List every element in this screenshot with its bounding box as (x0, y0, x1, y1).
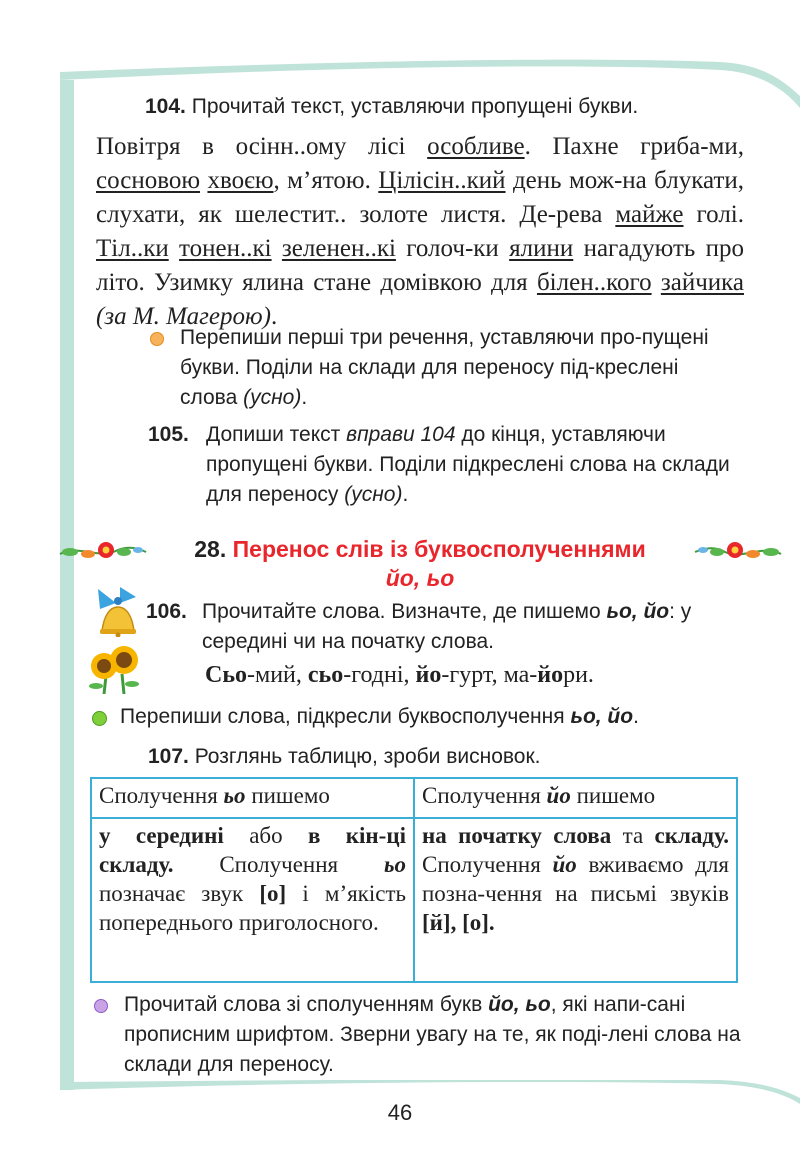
table-cell: на початку слова та складу. Сполучення йо вживаємо для позна-чення на письмі звуків [й], [о]. (414, 818, 737, 982)
underlined-word: особливе (427, 133, 525, 160)
underlined-word: білен..кого (536, 269, 652, 296)
exercise-104-text: Повітря в осінн..ому лісі особливе. Пахне гриба-ми, сосновою хвоєю, м’ятою. Цілісін..кий день мож-на блукати, слухати, як шелестит.. золоте листя. Де-рева майже голі. Тіл..ки тонен..кі зеленен..кі голоч-ки ялини нагадують про літо. Узимку ялина стане домівкою для білен..кого зайчика (за М. Магерою). (96, 133, 745, 330)
page-number: 46 (387, 1100, 413, 1125)
exercise-106: 106. Прочитайте слова. Визначте, де пишемо ьо, йо: у середині чи на початку слова. (146, 597, 746, 657)
word-4: ма-йори. (503, 662, 594, 688)
underlined-word: майже (615, 201, 684, 228)
table-header-row (91, 778, 737, 818)
table-row (91, 818, 737, 982)
exercise-number: 106. (146, 600, 187, 623)
floral-ornament-icon (58, 538, 148, 566)
underlined-word: сосновою (96, 167, 201, 194)
task-104: Перепиши перші три речення, уставляючи про-пущені букви. Поділи на склади для переносу під-креслені слова (усно). (150, 323, 740, 413)
final-task: Прочитай слова зі сполученням букв йо, ьо, які напи-сані прописним шрифтом. Зверни увагу на те, як поді-лені слова на склади для переносу. (94, 990, 748, 1080)
word-3: йо-гурт, (415, 662, 504, 688)
underlined-word: ялини (509, 235, 574, 262)
exercise-107: 107. Розглянь таблицю, зроби висновок. (148, 745, 541, 768)
underlined-word: Цілісін..кий (378, 167, 506, 194)
exercise-number: 104. (145, 95, 186, 118)
green-bullet-icon (92, 711, 107, 726)
sunflower-icon (86, 640, 142, 694)
exercise-105: 105. Допиши текст вправи 104 до кінця, уставляючи пропущені букви. Поділи підкреслені слова на склади для переносу (усно). (148, 420, 743, 510)
underlined-word: Тіл..ки (96, 235, 169, 262)
underlined-word: хвоєю (207, 167, 274, 194)
text-source: (за М. Магерою) (96, 303, 271, 330)
page-frame-left (60, 80, 74, 1090)
underlined-word: зайчика (660, 269, 745, 296)
exercise-number: 105. (148, 423, 189, 446)
purple-bullet-icon (94, 999, 108, 1013)
orange-bullet-icon (150, 332, 164, 346)
exercise-number: 107. (148, 745, 189, 768)
table-header-cell: Сполучення ьо пишемо (91, 778, 414, 818)
underlined-word: зеленен..кі (281, 235, 396, 262)
word-2: сьо-годні, (307, 662, 416, 688)
floral-ornament-icon (693, 538, 783, 566)
task-106: Перепиши слова, підкресли буквосполучення ьо, йо. (92, 702, 762, 732)
bell-icon (90, 585, 146, 637)
table-header-cell: Сполучення йо пишемо (414, 778, 737, 818)
word-1: Сьо-мий, (205, 662, 308, 688)
underlined-word: тонен..кі (179, 235, 272, 262)
exercise-104-instruction: 104. Прочитай текст, уставляючи пропущені букви. (145, 95, 639, 118)
table-cell: у середині або в кін-ці складу. Сполучення ьо позначає звук [о] і м’якість попереднього приголосного. (91, 818, 414, 982)
lesson-title: 28. Перенос слів із буквосполученнями йо, ьо (194, 536, 646, 591)
exercise-106-words (205, 660, 594, 690)
rule-table (90, 777, 738, 983)
